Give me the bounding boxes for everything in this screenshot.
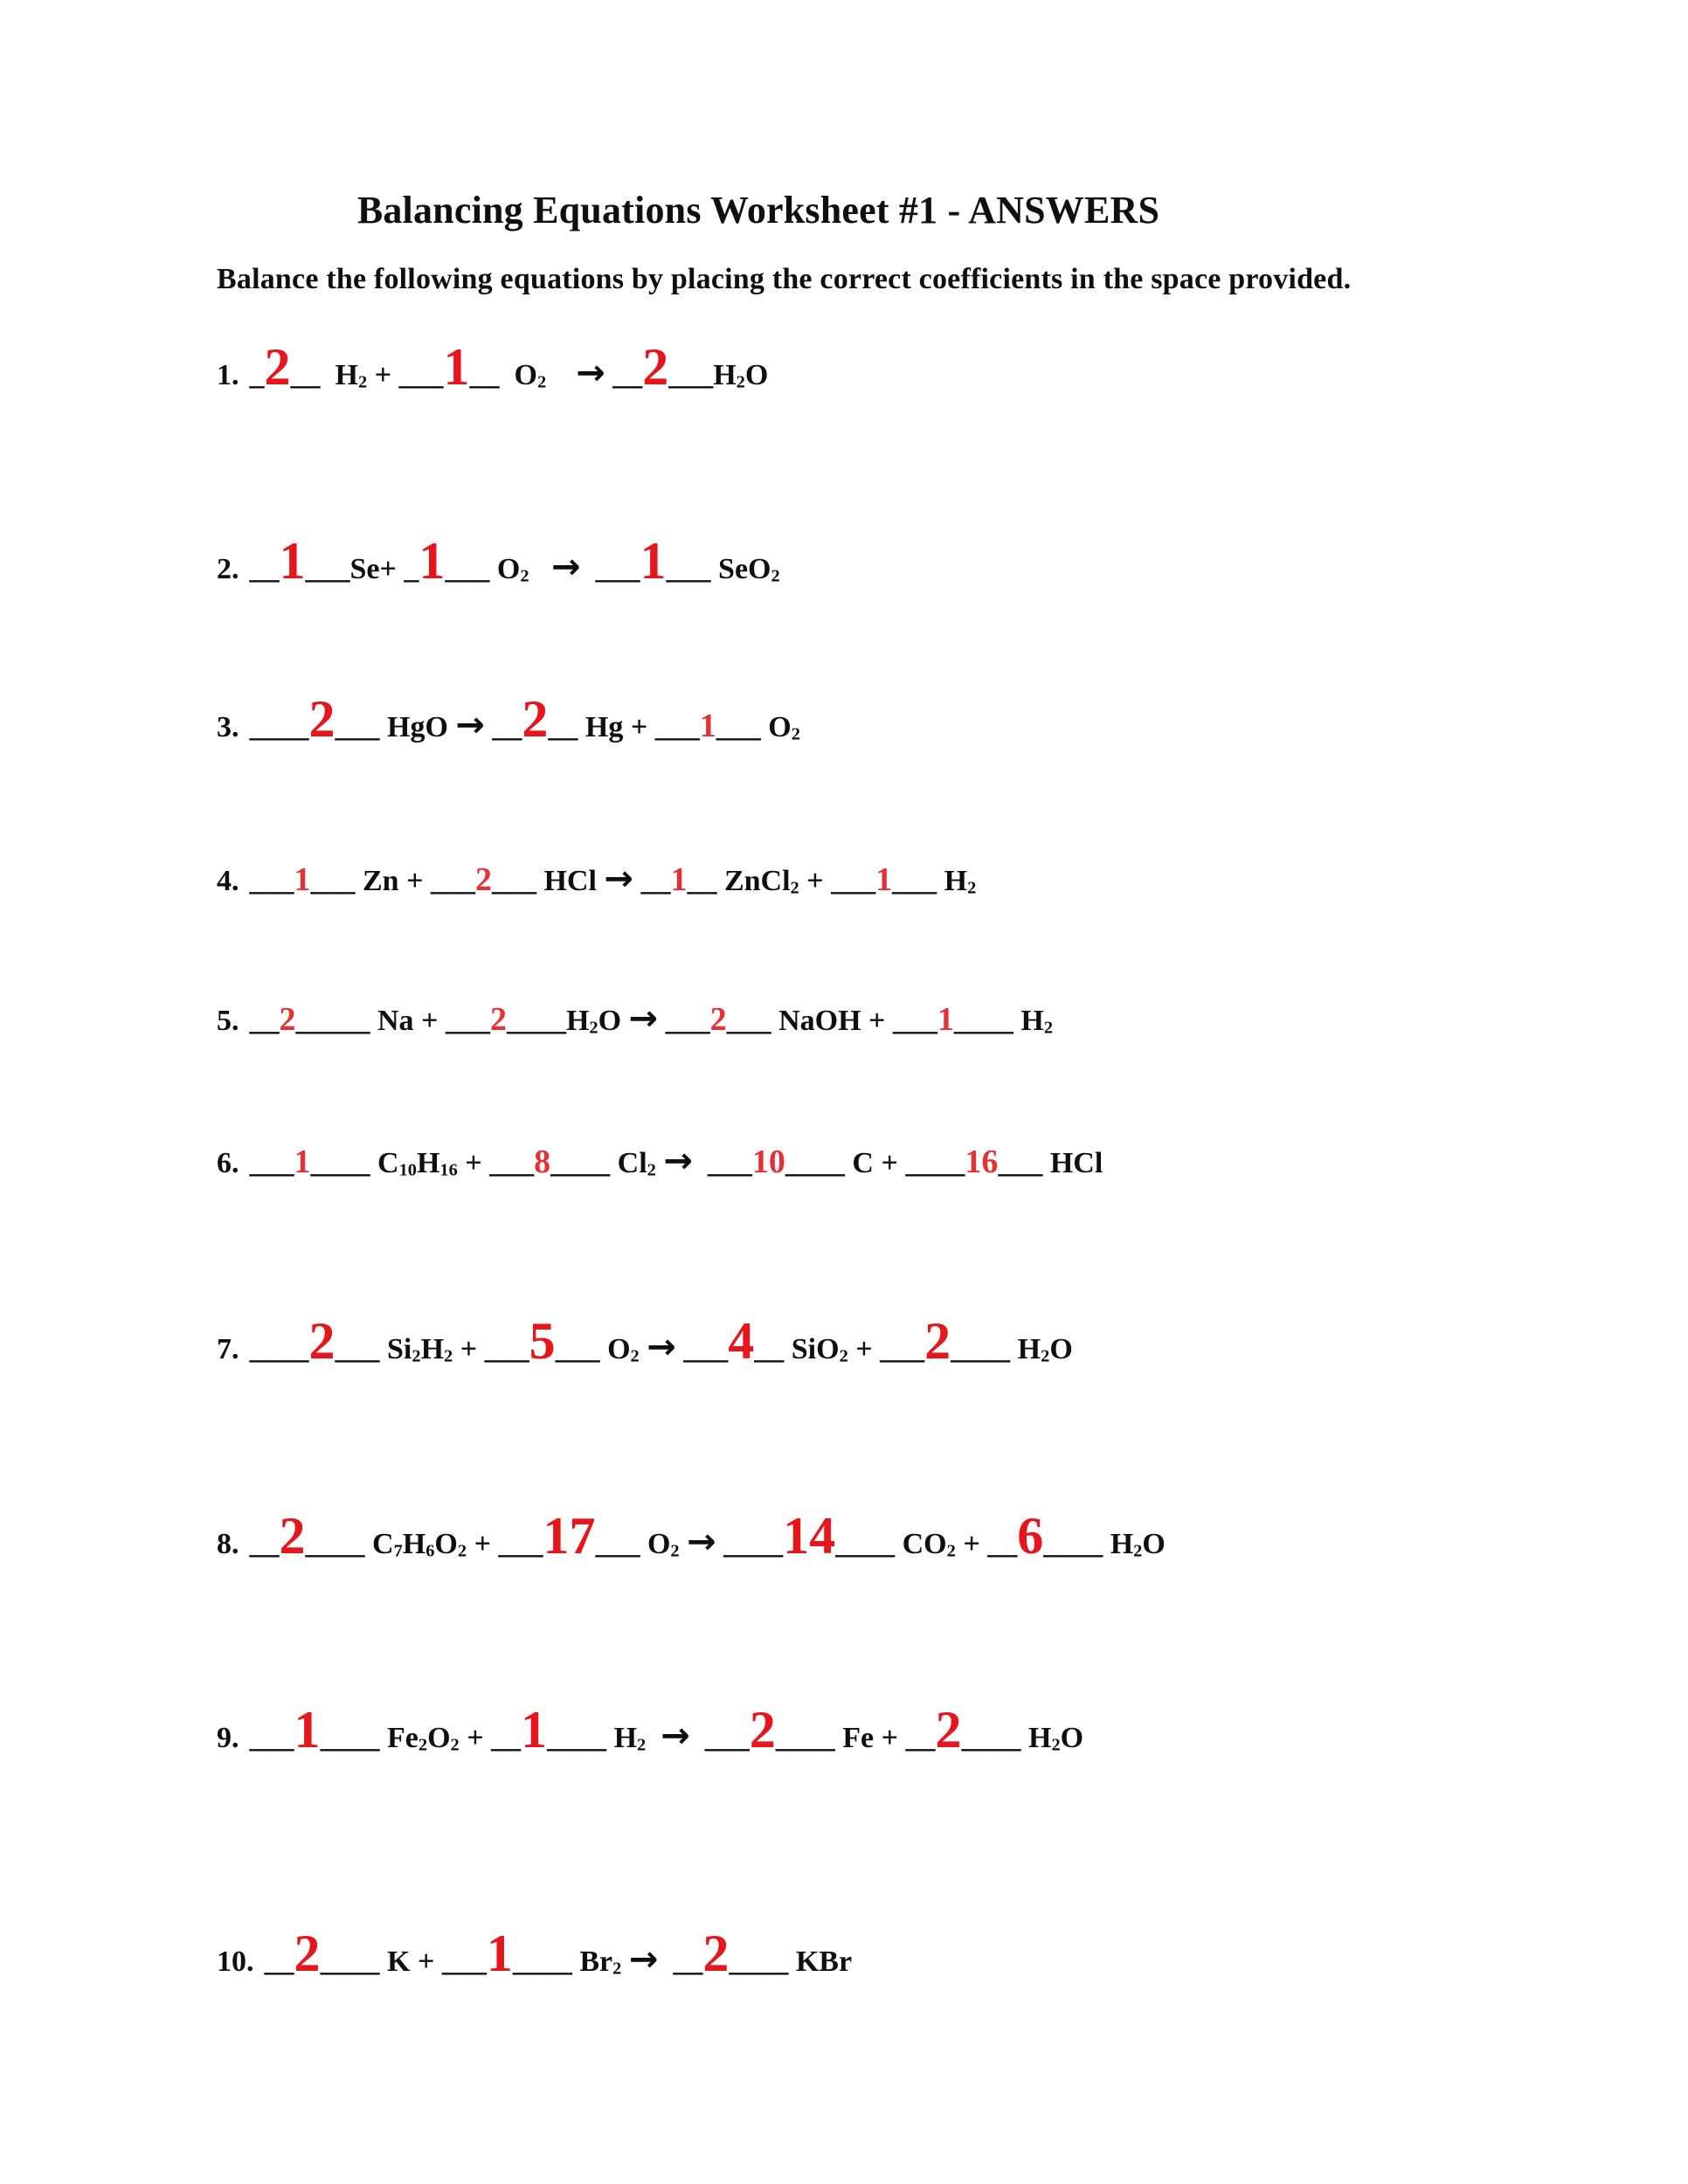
answer-coefficient: 2 [522, 690, 549, 748]
formula-text [572, 1945, 629, 1980]
subscript: 2 [444, 1346, 453, 1366]
formula-fragment: Br [571, 1946, 613, 1978]
blank-line: ____ [961, 1722, 1021, 1754]
formula-text [784, 1332, 880, 1367]
formula-fragment [605, 359, 613, 391]
formula-text [640, 1527, 687, 1562]
formula-fragment [621, 1946, 629, 1978]
answer-coefficient: 1 [670, 861, 688, 898]
formula-fragment: HCl [536, 865, 605, 897]
formula-text [578, 710, 654, 744]
worksheet-title: Balancing Equations Worksheet #1 - ANSWERS [356, 189, 1160, 232]
blank-line: ___ [704, 1722, 750, 1754]
subscript: 2 [1043, 1018, 1054, 1038]
formula-text [370, 1004, 446, 1038]
formula-text [1042, 1146, 1103, 1180]
formula-fragment: O [489, 553, 521, 585]
blank-line: ___ [249, 1147, 294, 1179]
formula-fragment: H [1013, 1005, 1044, 1037]
formula-text [380, 1721, 492, 1756]
blank-line: __ [905, 1722, 936, 1754]
subscript: 16 [439, 1160, 458, 1180]
formula-fragment [693, 1147, 708, 1179]
formula-fragment: Fe + [834, 1722, 906, 1754]
equation-number: 5. [217, 1005, 239, 1037]
blank-line: ___ [430, 865, 475, 897]
formula-fragment: Zn + [355, 865, 431, 897]
blank-line: ___ [249, 1722, 294, 1754]
equation-row-8 [217, 1507, 1166, 1565]
formula-fragment: H [416, 1147, 440, 1179]
blank-line: ___ [445, 553, 490, 585]
subscript: 2 [670, 1541, 680, 1561]
subscript: 7 [393, 1541, 403, 1561]
blank-line: ____ [723, 1528, 784, 1560]
equation-number: 9. [217, 1722, 239, 1754]
blank-line: ___ [445, 1005, 490, 1037]
answer-coefficient: 2 [702, 1925, 730, 1982]
instruction-text: Balance the following equations by placing the correct coefficients in the space provided. [217, 263, 1352, 295]
blank-line: ____ [905, 1147, 965, 1179]
blank-line: ____ [320, 1946, 380, 1978]
equation-row-6 [217, 1141, 1103, 1181]
answer-coefficient: 1 [294, 1144, 311, 1180]
formula-fragment: C + [844, 1147, 906, 1179]
formula-fragment: O [1049, 1333, 1073, 1365]
formula-fragment: H [606, 1722, 638, 1754]
blank-line: ___ [892, 865, 937, 897]
blank-line: ___ [666, 553, 711, 585]
formula-fragment: + [847, 1333, 881, 1365]
formula-text [380, 1332, 485, 1367]
formula-fragment: H [1020, 1722, 1052, 1754]
blank-line: ___ [310, 865, 356, 897]
blank-line: ____ [785, 1147, 845, 1179]
blank-line: _____ [295, 1005, 370, 1037]
arrow-icon: → [663, 1141, 693, 1181]
formula-fragment: KBr [788, 1946, 853, 1978]
formula-text [895, 1527, 987, 1562]
answer-coefficient: 2 [294, 1925, 321, 1982]
blank-line: __ [491, 1722, 522, 1754]
formula-fragment [581, 553, 596, 585]
arrow-icon: → [661, 1716, 690, 1756]
answer-coefficient: 14 [783, 1507, 836, 1565]
blank-line: ___ [484, 1333, 529, 1365]
formula-text [658, 1945, 673, 1979]
blank-line: ___ [595, 553, 640, 585]
blank-line: __ [754, 1333, 785, 1365]
formula-fragment: Na + [370, 1005, 446, 1037]
answer-coefficient: 10 [751, 1144, 785, 1180]
subscript: 2 [412, 1346, 421, 1366]
subscript: 2 [736, 372, 745, 392]
answer-coefficient: 1 [279, 532, 306, 590]
formula-fragment: O [599, 1333, 631, 1365]
answer-coefficient: 1 [419, 532, 446, 590]
formula-fragment: K + [379, 1946, 442, 1978]
formula-text [536, 864, 604, 898]
equation-row-5 [217, 1001, 1053, 1039]
blank-line: ____ [249, 1333, 309, 1365]
blank-line: ___ [880, 1333, 925, 1365]
blank-line: ___ [305, 553, 350, 585]
formula-text [365, 1527, 499, 1562]
blank-line: ____ [249, 711, 309, 743]
equation-row-2 [217, 532, 780, 590]
blank-line: ___ [683, 1333, 729, 1365]
formula-fragment: NaOH + [771, 1005, 893, 1037]
formula-text [693, 1146, 708, 1180]
equation-row-7 [217, 1312, 1073, 1370]
blank-line: ___ [665, 1005, 710, 1037]
answer-coefficient: 4 [728, 1312, 755, 1370]
answer-coefficient: 16 [965, 1144, 999, 1180]
formula-fragment: H [713, 359, 737, 391]
formula-fragment: H [1010, 1333, 1041, 1365]
formula-text [566, 1004, 629, 1039]
blank-line: ____ [953, 1005, 1013, 1037]
answer-coefficient: 1 [443, 338, 470, 396]
arrow-icon: → [647, 1327, 676, 1367]
answer-coefficient: 1 [875, 861, 893, 898]
formula-fragment: Se+ [349, 553, 405, 585]
blank-line: ___ [489, 1147, 535, 1179]
formula-fragment: Cl [610, 1147, 647, 1179]
equation-number: 3. [217, 711, 239, 743]
blank-line: __ [469, 359, 500, 391]
formula-fragment: SiO [784, 1333, 840, 1365]
blank-line: ___ [491, 865, 536, 897]
blank-line: __ [249, 1528, 280, 1560]
formula-fragment: + [799, 865, 832, 897]
answer-coefficient: 2 [308, 1312, 336, 1370]
answer-coefficient: 2 [264, 338, 291, 396]
formula-text [713, 358, 768, 393]
equation-number: 1. [217, 359, 239, 391]
formula-text [676, 1332, 684, 1366]
blank-line: ___ [892, 1005, 937, 1037]
arrow-icon: → [604, 859, 633, 899]
formula-fragment: H [937, 865, 968, 897]
equation-number: 7. [217, 1333, 239, 1365]
formula-fragment: H [565, 1005, 590, 1037]
blank-line: __ [249, 553, 280, 585]
answer-coefficient: 2 [924, 1312, 951, 1370]
subscript: 2 [967, 878, 977, 898]
blank-line: ____ [320, 1722, 380, 1754]
formula-fragment: + [955, 1528, 988, 1560]
formula-text [606, 1721, 661, 1756]
subscript: 2 [647, 1160, 656, 1180]
formula-fragment [658, 1946, 673, 1978]
formula-fragment: Si [379, 1333, 412, 1365]
blank-line: __ [492, 711, 522, 743]
subscript: 2 [1041, 1346, 1050, 1366]
equation-number: 10. [217, 1946, 254, 1978]
answer-coefficient: 2 [308, 690, 336, 748]
blank-line: ___ [998, 1147, 1043, 1179]
answer-coefficient: 1 [294, 1701, 321, 1759]
formula-fragment [656, 1147, 664, 1179]
blank-line: ____ [305, 1528, 365, 1560]
equation-row-10 [217, 1927, 852, 1980]
formula-fragment: O [427, 1722, 451, 1754]
formula-text [1010, 1332, 1073, 1367]
blank-line: ___ [654, 711, 700, 743]
blank-line: ___ [595, 1528, 640, 1560]
answer-coefficient: 2 [474, 861, 492, 898]
formula-text [380, 1945, 442, 1979]
formula-fragment: + [367, 359, 399, 391]
formula-text [500, 358, 577, 393]
formula-fragment: O [640, 1528, 671, 1560]
formula-text [835, 1721, 906, 1755]
formula-fragment [680, 1528, 688, 1560]
answer-coefficient: 1 [937, 1001, 954, 1038]
formula-fragment: O [744, 359, 769, 391]
formula-fragment [546, 359, 576, 391]
formula-fragment [529, 553, 552, 585]
formula-text [600, 1332, 647, 1367]
blank-line: __ [687, 865, 717, 897]
blank-line: ____ [547, 1722, 607, 1754]
blank-line: ____ [512, 1946, 572, 1978]
arrow-icon: → [628, 999, 659, 1039]
answer-coefficient: 1 [294, 861, 311, 898]
arrow-icon: → [455, 705, 485, 745]
blank-line: ___ [707, 1147, 752, 1179]
formula-fragment [658, 1005, 666, 1037]
blank-line: ___ [668, 359, 714, 391]
formula-fragment: O [499, 359, 537, 391]
answer-coefficient: 6 [1017, 1507, 1044, 1565]
blank-line: ____ [506, 1005, 566, 1037]
blank-line: ___ [726, 1005, 771, 1037]
formula-text [658, 1004, 666, 1038]
formula-text [1103, 1527, 1166, 1562]
formula-text [356, 864, 431, 898]
formula-fragment [676, 1333, 684, 1365]
subscript: 2 [630, 1346, 640, 1366]
subscript: 2 [357, 372, 368, 392]
formula-fragment: SeO [710, 553, 771, 585]
formula-fragment: H [402, 1528, 426, 1560]
blank-line: __ [264, 1946, 294, 1978]
formula-text [716, 864, 831, 899]
equation-number: 4. [217, 865, 239, 897]
answer-coefficient: 17 [543, 1507, 596, 1565]
blank-line: ___ [716, 711, 761, 743]
formula-fragment: O [1060, 1722, 1084, 1754]
answer-coefficient: 2 [279, 1001, 296, 1038]
equation-row-9 [217, 1701, 1084, 1759]
formula-fragment: + [453, 1333, 485, 1365]
blank-line: ____ [775, 1722, 835, 1754]
answer-coefficient: 2 [709, 1001, 727, 1038]
blank-line: ___ [335, 711, 380, 743]
subscript: 2 [839, 1346, 848, 1366]
equation-number: 6. [217, 1147, 239, 1179]
subscript: 2 [520, 566, 529, 586]
blank-line: __ [987, 1528, 1018, 1560]
answer-coefficient: 1 [640, 532, 667, 590]
blank-line: ____ [729, 1946, 789, 1978]
subscript: 2 [612, 1959, 622, 1979]
formula-fragment: Hg + [578, 711, 655, 743]
subscript: 2 [1133, 1541, 1143, 1561]
answer-coefficient: 2 [642, 338, 669, 396]
blank-line: _ [249, 359, 265, 391]
arrow-icon: → [551, 547, 581, 587]
equation-row-1 [217, 338, 769, 396]
subscript: 6 [425, 1541, 435, 1561]
formula-fragment: + [467, 1528, 499, 1560]
answer-coefficient: 2 [749, 1701, 776, 1759]
formula-fragment: Fe [379, 1722, 419, 1754]
formula-fragment: H [320, 359, 358, 391]
formula-text [370, 1146, 490, 1181]
formula-text [771, 1004, 893, 1038]
formula-text [1021, 1721, 1084, 1756]
arrow-icon: → [687, 1522, 716, 1562]
formula-text [937, 864, 976, 899]
formula-text [761, 710, 800, 745]
subscript: 2 [536, 372, 547, 392]
blank-line: ____ [310, 1147, 370, 1179]
answer-coefficient: 8 [534, 1144, 551, 1180]
formula-text [690, 1721, 705, 1755]
blank-line: __ [290, 359, 321, 391]
answer-coefficient: 1 [521, 1701, 548, 1759]
blank-line: ___ [441, 1946, 487, 1978]
formula-text [711, 552, 780, 587]
blank-line: _ [404, 553, 419, 585]
formula-text [321, 358, 399, 393]
formula-fragment [640, 1333, 647, 1365]
formula-fragment: O [598, 1005, 629, 1037]
blank-line: ____ [550, 1147, 611, 1179]
blank-line: __ [673, 1946, 703, 1978]
answer-coefficient: 1 [486, 1925, 513, 1982]
answer-coefficient: 2 [489, 1001, 507, 1038]
equation-number: 8. [217, 1528, 239, 1560]
blank-line: ___ [555, 1333, 600, 1365]
formula-fragment: H [420, 1333, 445, 1365]
subscript: 2 [589, 1018, 598, 1038]
formula-text [788, 1945, 852, 1979]
formula-fragment [690, 1722, 705, 1754]
formula-text [489, 552, 551, 587]
answer-coefficient: 2 [935, 1701, 962, 1759]
formula-fragment: O [1142, 1528, 1166, 1560]
formula-fragment: HCl [1042, 1147, 1103, 1179]
formula-text [1013, 1004, 1053, 1039]
answer-coefficient: 1 [699, 708, 716, 744]
subscript: 2 [1051, 1735, 1061, 1755]
subscript: 2 [457, 1541, 467, 1561]
subscript: 2 [791, 724, 800, 744]
formula-fragment: O [760, 711, 792, 743]
blank-line: __ [640, 865, 671, 897]
subscript: 2 [418, 1735, 428, 1755]
formula-fragment: HgO [379, 711, 456, 743]
formula-fragment: + [457, 1147, 490, 1179]
formula-fragment: C [364, 1528, 394, 1560]
formula-fragment: C [370, 1147, 399, 1179]
subscript: 10 [398, 1160, 417, 1180]
formula-fragment: O [434, 1528, 458, 1560]
formula-text [380, 710, 456, 744]
blank-line: ____ [1043, 1528, 1103, 1560]
formula-fragment [646, 1722, 661, 1754]
answer-coefficient: 2 [279, 1507, 306, 1565]
blank-line: ___ [249, 865, 294, 897]
subscript: 2 [450, 1735, 460, 1755]
formula-text [350, 552, 405, 586]
subscript: 2 [637, 1735, 647, 1755]
formula-text [605, 358, 613, 392]
answer-coefficient: 5 [529, 1312, 556, 1370]
blank-line: ___ [335, 1333, 380, 1365]
blank-line: ____ [951, 1333, 1011, 1365]
blank-line: __ [612, 359, 643, 391]
formula-fragment [716, 1528, 724, 1560]
formula-text [845, 1146, 905, 1180]
blank-line: ___ [831, 865, 876, 897]
equation-row-3 [217, 690, 800, 748]
blank-line: ____ [835, 1528, 896, 1560]
formula-text [716, 1527, 724, 1561]
formula-fragment: ZnCl [716, 865, 791, 897]
blank-line: ___ [398, 359, 444, 391]
formula-text [581, 552, 596, 586]
subscript: 2 [771, 566, 780, 586]
subscript: 2 [946, 1541, 956, 1561]
arrow-icon: → [628, 1939, 659, 1980]
equation-number: 2. [217, 553, 239, 585]
formula-text [610, 1146, 663, 1181]
equation-row-4 [217, 861, 976, 899]
blank-line: __ [249, 1005, 280, 1037]
arrow-icon: → [576, 353, 605, 393]
formula-fragment: H [1103, 1528, 1134, 1560]
formula-fragment: + [459, 1722, 492, 1754]
subscript: 2 [790, 878, 799, 898]
blank-line: __ [548, 711, 578, 743]
formula-fragment: CO [895, 1528, 947, 1560]
blank-line: ___ [498, 1528, 543, 1560]
